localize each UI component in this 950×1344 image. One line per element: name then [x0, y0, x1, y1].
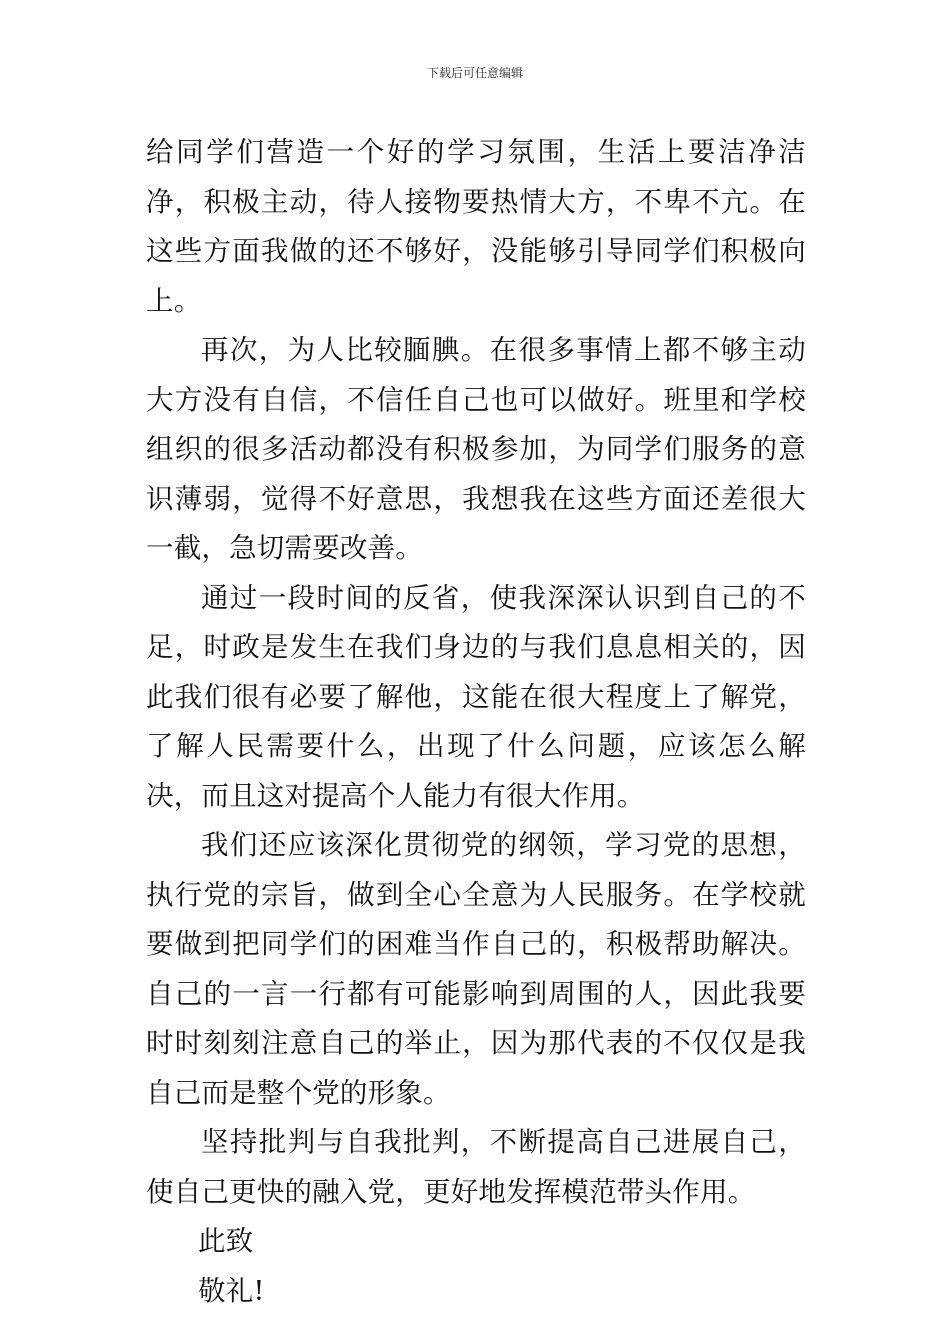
closing-regards: 敬礼!: [198, 1274, 265, 1307]
document-body: [146, 128, 806, 1316]
paragraph: 我们还应该深化贯彻党的纲领，学习党的思想，执行党的宗旨，做到全心全意为人民服务。在学校就要做到把同学们的困难当作自己的，积极帮助解决。自己的一言一行都有可能影响到周围的人，因此我要时时刻刻注意自己的举止，因为那代表的不仅仅是我自己而是整个党的形象。: [146, 829, 806, 1109]
paragraph: 通过一段时间的反省，使我深深认识到自己的不足，时政是发生在我们身边的与我们息息相关的，因此我们很有必要了解他，这能在很大程度上了解党，了解人民需要什么，出现了什么问题，应该怎么解决，而且这对提高个人能力有很大作用。: [146, 581, 806, 812]
page-header-note: 下载后可任意编辑: [426, 66, 523, 80]
paragraph: 再次，为人比较腼腆。在很多事情上都不够主动大方没有自信，不信任自己也可以做好。班里和学校组织的很多活动都没有积极参加，为同学们服务的意识薄弱，觉得不好意思，我想我在这些方面还差很大一截，急切需要改善。: [146, 334, 806, 564]
closing-salutation: 此致: [198, 1225, 254, 1257]
paragraph-continuation: 给同学们营造一个好的学习氛围，生活上要洁净洁净，积极主动，待人接物要热情大方，不卑不亢。在这些方面我做的还不够好，没能够引导同学们积极向上。: [146, 136, 806, 317]
paragraph: 坚持批判与自我批判，不断提高自己进展自己，使自己更快的融入党，更好地发挥模范带头作用。: [146, 1126, 806, 1208]
